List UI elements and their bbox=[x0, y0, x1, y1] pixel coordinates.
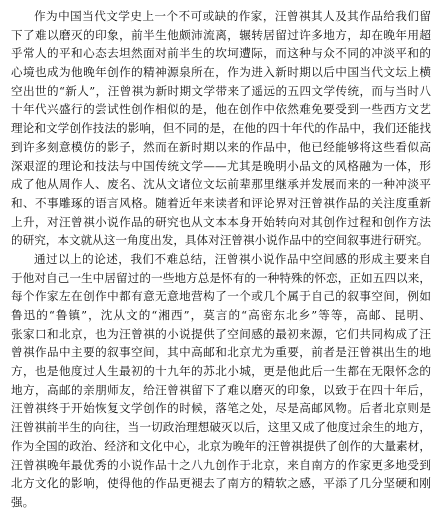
paragraph-1 bbox=[11, 7, 431, 250]
text-line: 汪曾祺终于开始恢复文学创作的时候，落笔之处，尽是高邮风物。后者北京则是 bbox=[11, 401, 431, 416]
text-line: 地方，高邮的亲朋师友，给汪曾祺留下了难以磨灭的印象，以致于在四十年后， bbox=[11, 382, 431, 397]
text-line: 空出世的“新人”，汪曾祺为新时期文学带来了遥远的五四文学传统，而与当时八 bbox=[11, 83, 431, 98]
text-line: 鲁迅的“鲁镇”，沈从文的“湘西”，莫言的“高密东北乡”等等，高邮、昆明、 bbox=[11, 308, 431, 322]
text-line: 每个作家左在创作中都有意无意地营构了一个或几个属于自己的叙事空间，例如 bbox=[11, 289, 431, 304]
text-line: 张家口和北京，也为汪曾祺的小说提供了空间感的最初来源，它们共同构成了汪 bbox=[11, 326, 431, 341]
text-line: 的研究，本文就从这一角度出发，具体对汪曾祺小说作品中的空间叙事进行研究。 bbox=[11, 233, 429, 248]
text-line: 汪曾祺晚年最优秀的小说作品十之八九创作于北京，来自南方的作家更多地受到 bbox=[11, 457, 431, 472]
text-line: 作为中国当代文学史上一个不可或缺的作家，汪曾祺其人及其作品给我们留 bbox=[34, 9, 431, 23]
text-line: 上升，对汪曾祺小说作品的研究也从文本本身开始转向对其创作过程和创作方法 bbox=[11, 214, 431, 229]
text-line: 下了难以磨灭的印象，前半生他颇沛流离，辗转居留过许多地方，却在晚年用超 bbox=[11, 27, 431, 42]
text-line: 到许多刻意模仿的影子，然而在新时期以来的作品中，他已经能够将这些看似高 bbox=[11, 139, 431, 154]
text-line: 成了他从周作人、废名、沈从文诸位文坛前辈那里继承并发展而来的一种冲淡平 bbox=[11, 177, 431, 192]
text-line: 心境也成为他晚年创作的精神源泉所在，作为进入新时期以后中国当代文坛上横 bbox=[11, 65, 431, 80]
text-line: 深艰涩的理论和技法与中国传统文学——尤其是晚明小品文的风格融为一体，形 bbox=[11, 158, 431, 173]
text-line: 强。 bbox=[11, 494, 35, 509]
text-line: 方，也是他度过人生最初的十九年的苏北小城，更是他此后一生都在无限怀念的 bbox=[11, 364, 431, 379]
text-line: 作为全国的政治、经济和文化中心，北京为晚年的汪曾祺提供了创作的大量素材， bbox=[11, 438, 431, 453]
text-line: 乎常人的平和心态去坦然面对前半生的坎坷遭际，而这种与众不同的冲淡平和的 bbox=[11, 46, 431, 61]
text-line: 于他对自己一生中居留过的一些地方总是怀有的一种特殊的怀恋，正如五四以来， bbox=[11, 270, 431, 285]
text-line: 汪曾祺前半生的向往，当一切政治理想破灭以后，这里又成了他度过余生的地方， bbox=[11, 420, 431, 435]
text-line: 北方文化的影响，使得他的作品更褪去了南方的精软之感，平添了几分坚硬和刚 bbox=[11, 476, 431, 491]
paragraph-2 bbox=[11, 250, 431, 512]
text-line: 十年代兴盛行的尝试性创作相似的是，他在创作中依然难免要受到一些西方文艺 bbox=[11, 102, 431, 117]
text-line: 和、不事雕琢的语言风格。随着近年来读者和评论界对汪曾祺作品的关注度重新 bbox=[11, 195, 431, 210]
text-line: 理论和文学创作技法的影响，但不同的是，在他的四十年代的作品中，我们还能找 bbox=[11, 121, 431, 136]
text-line: 通过以上的论述，我们不难总结，汪曾祺小说作品中空间感的形成主要来自 bbox=[34, 251, 431, 266]
document-body bbox=[11, 7, 431, 512]
text-line: 曾祺作品中主要的叙事空间，其中高邮和北京尤为重要，前者是汪曾祺出生的地 bbox=[11, 345, 431, 360]
